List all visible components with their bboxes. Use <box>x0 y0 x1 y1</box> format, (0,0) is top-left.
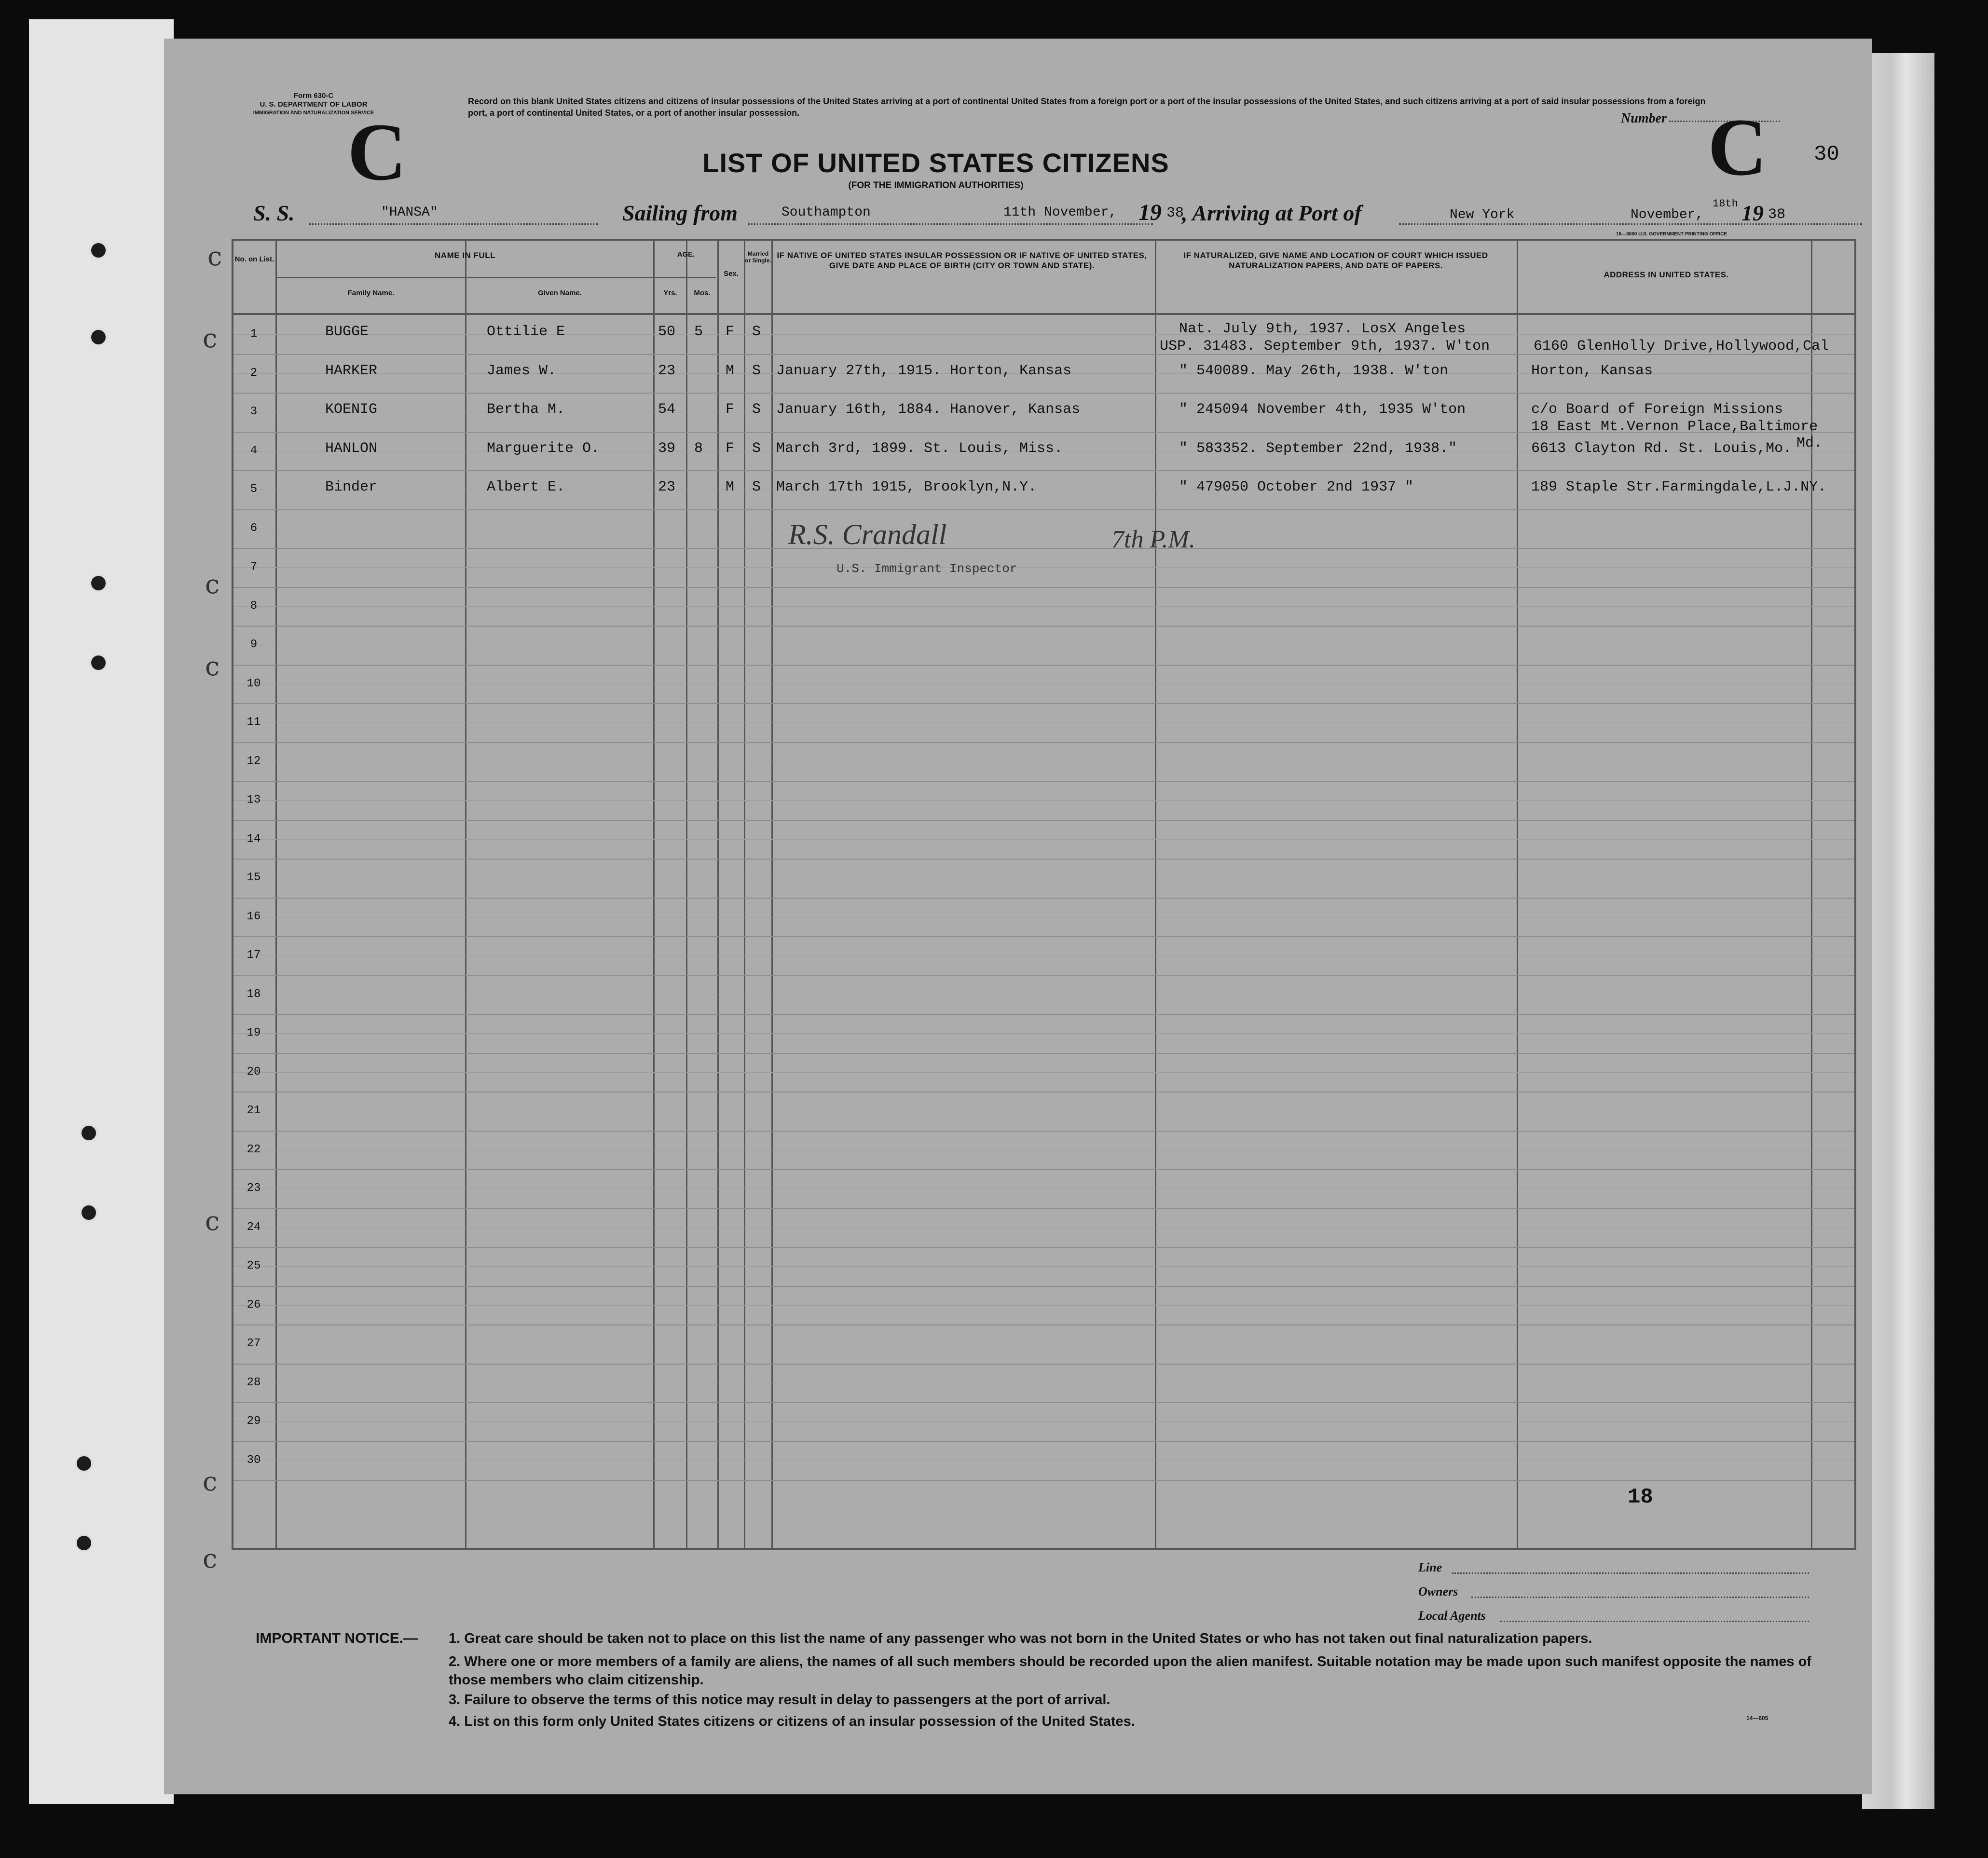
inspector-title: U.S. Immigrant Inspector <box>836 561 1017 576</box>
header-age: AGE. <box>677 250 695 259</box>
row-rule <box>233 393 1854 394</box>
owners-label: Owners <box>1418 1585 1458 1598</box>
row-number: 18 <box>247 987 261 1001</box>
binding-margin <box>29 19 174 1804</box>
department-name: U. S. DEPARTMENT OF LABOR <box>260 100 368 109</box>
notice-label: IMPORTANT NOTICE.— <box>256 1630 418 1646</box>
ship-name: "HANSA" <box>381 205 438 220</box>
row-subrule <box>233 839 1854 840</box>
passenger-table <box>232 239 1856 1550</box>
given-name: Bertha M. <box>487 401 565 418</box>
binder-ring-icon: c <box>203 1544 218 1574</box>
us-address-2: 18 East Mt.Vernon Place,Baltimore <box>1531 419 1818 435</box>
row-number: 23 <box>247 1182 261 1195</box>
naturalization-details: " 479050 October 2nd 1937 " <box>1179 479 1414 495</box>
row-number: 14 <box>247 832 261 846</box>
row-number: 15 <box>247 871 261 884</box>
header-birth: IF NATIVE OF UNITED STATES INSULAR POSSESSION OR IF NATIVE OF UNITED STATES, GIVE DATE AND PLACE OF BIRTH (CITY OR TOWN AND STATE). <box>777 251 1147 270</box>
header-given: Given Name. <box>538 289 582 297</box>
form-title: LIST OF UNITED STATES CITIZENS <box>702 148 1169 178</box>
row-number: 28 <box>247 1376 261 1389</box>
row-subrule <box>233 1421 1854 1422</box>
service-name: IMMIGRATION AND NATURALIZATION SERVICE <box>253 110 374 116</box>
row-rule <box>233 1364 1854 1365</box>
row-rule <box>233 665 1854 666</box>
row-number: 3 <box>250 405 258 418</box>
row-rule <box>233 626 1854 627</box>
row-number: 1 <box>250 328 258 341</box>
given-name: Ottilie E <box>487 324 565 340</box>
row-number: 5 <box>250 483 258 496</box>
marital-status: S <box>752 479 761 495</box>
punch-hole <box>89 328 108 346</box>
passenger-tally: 18 <box>1628 1485 1653 1509</box>
row-rule <box>233 470 1854 471</box>
row-number: 26 <box>247 1298 261 1312</box>
number-value: C <box>1708 102 1767 192</box>
row-rule <box>233 898 1854 899</box>
row-rule <box>233 1169 1854 1170</box>
given-name: James W. <box>487 362 557 379</box>
row-rule <box>233 1014 1854 1015</box>
family-name: HARKER <box>325 362 378 379</box>
given-name: Marguerite O. <box>487 440 600 457</box>
header-mos: Mos. <box>694 289 711 297</box>
page-edge <box>1862 53 1934 1809</box>
class-mark: C <box>347 107 407 197</box>
marital-status: S <box>752 401 761 418</box>
row-subrule <box>233 567 1854 568</box>
sailing-label: Sailing from <box>622 201 738 225</box>
row-number: 21 <box>247 1104 261 1117</box>
family-name: HANLON <box>325 440 378 457</box>
age-years: 54 <box>658 401 676 418</box>
us-address: c/o Board of Foreign Missions <box>1531 401 1783 418</box>
row-number: 7 <box>250 560 258 574</box>
birth-details: January 27th, 1915. Horton, Kansas <box>776 362 1072 379</box>
binder-ring-icon: c <box>203 323 218 354</box>
row-number: 6 <box>250 521 258 535</box>
naturalization-details: Nat. July 9th, 1937. LosX Angeles <box>1179 321 1466 337</box>
row-rule <box>233 1402 1854 1403</box>
birth-details: March 17th 1915, Brooklyn,N.Y. <box>776 479 1037 495</box>
punch-hole <box>80 1124 98 1142</box>
row-rule <box>233 548 1854 549</box>
row-number: 30 <box>247 1453 261 1467</box>
row-number: 10 <box>247 677 261 690</box>
row-subrule <box>233 1305 1854 1306</box>
punch-hole <box>80 1203 98 1222</box>
row-rule <box>233 1092 1854 1093</box>
row-number: 25 <box>247 1259 261 1272</box>
header-address: ADDRESS IN UNITED STATES. <box>1604 270 1729 279</box>
row-subrule <box>233 1072 1854 1073</box>
arrival-year-prefix: 19 <box>1741 201 1764 225</box>
row-rule <box>233 509 1854 510</box>
number-label: Number <box>1621 111 1667 126</box>
row-rule <box>233 1131 1854 1132</box>
row-number: 22 <box>247 1143 261 1156</box>
header-name: NAME IN FULL <box>435 251 495 260</box>
header-family: Family Name. <box>347 289 395 297</box>
birth-details: March 3rd, 1899. St. Louis, Miss. <box>776 440 1063 457</box>
binder-ring-icon: c <box>203 1466 218 1497</box>
row-rule <box>233 587 1854 588</box>
arrival-date: November, <box>1631 207 1704 222</box>
row-rule <box>233 859 1854 860</box>
sailing-year: 38 <box>1166 205 1184 221</box>
row-rule <box>233 1053 1854 1054</box>
sailing-year-prefix: 19 <box>1138 200 1162 225</box>
row-subrule <box>233 800 1854 801</box>
row-number: 8 <box>250 599 258 613</box>
row-number: 12 <box>247 754 261 768</box>
row-subrule <box>233 1266 1854 1267</box>
form-code: 14—605 <box>1746 1715 1769 1721</box>
departure-port: Southampton <box>781 205 871 220</box>
inspector-note: 7th P.M. <box>1111 526 1195 553</box>
header-naturalization: IF NATURALIZED, GIVE NAME AND LOCATION OF COURT WHICH ISSUED NATURALIZATION PAPERS, AND DATE OF PAPERS. <box>1183 251 1488 270</box>
row-rule <box>233 1286 1854 1287</box>
sex: M <box>726 479 735 495</box>
row-rule <box>233 1247 1854 1248</box>
given-name: Albert E. <box>487 479 565 495</box>
sex: M <box>726 362 735 379</box>
family-name: BUGGE <box>325 324 369 340</box>
form-instruction: Record on this blank United States citizens and citizens of insular possessions of the United States arriving at a port of continental United States from a foreign port or a port of the insular possessions of the United States, and such citizens arriving at a port of said insular possessions from a foreign port, a port of continental United States, or a port of another insular possession. <box>468 96 1706 118</box>
row-rule <box>233 1208 1854 1209</box>
row-rule <box>233 703 1854 704</box>
naturalization-details: " 245094 November 4th, 1935 W'ton <box>1179 401 1466 418</box>
row-rule <box>233 1441 1854 1442</box>
row-rule <box>233 1480 1854 1481</box>
row-number: 13 <box>247 793 261 806</box>
us-address-3: Md. <box>1796 435 1823 451</box>
binder-ring-icon: c <box>207 241 222 272</box>
notice-1: 1. Great care should be taken not to place on this list the name of any passenger who was not born in the United States or who has not taken out final naturalization papers. <box>449 1631 1592 1646</box>
local-agents-label: Local Agents <box>1418 1609 1486 1623</box>
naturalization-details: " 583352. September 22nd, 1938." <box>1179 440 1457 457</box>
row-rule <box>233 936 1854 937</box>
notice-2: 2. Where one or more members of a family are aliens, the names of all such members should be recorded upon the alien manifest. Suitable notation may be made upon such manifest opposite the names of those members who claim citizenship. <box>449 1654 1811 1688</box>
notice-4: 4. List on this form only United States citizens or citizens of an insular possession of the United States. <box>449 1714 1135 1729</box>
row-rule <box>233 781 1854 782</box>
inspector-signature: R.S. Crandall <box>788 519 947 550</box>
row-number: 24 <box>247 1220 261 1234</box>
us-address: 6613 Clayton Rd. St. Louis,Mo. <box>1531 440 1792 457</box>
row-number: 2 <box>250 366 258 380</box>
family-name: Binder <box>325 479 378 495</box>
age-years: 23 <box>658 479 676 495</box>
sailing-date: 11th November, <box>1003 205 1117 220</box>
header-sex: Sex. <box>724 270 739 278</box>
row-number: 27 <box>247 1337 261 1350</box>
row-number: 16 <box>247 910 261 923</box>
form-number: Form 630-C <box>293 92 334 100</box>
punch-hole <box>75 1454 93 1473</box>
row-number: 19 <box>247 1026 261 1039</box>
age-years: 39 <box>658 440 676 457</box>
binder-ring-icon: c <box>205 569 220 600</box>
form-subtitle: (FOR THE IMMIGRATION AUTHORITIES) <box>848 180 1024 191</box>
naturalization-details-2: USP. 31483. September 9th, 1937. W'ton <box>1160 338 1490 355</box>
marital-status: S <box>752 440 761 457</box>
page-number: 30 <box>1814 142 1839 166</box>
arrival-day: 18th <box>1713 198 1738 210</box>
row-number: 20 <box>247 1065 261 1079</box>
punch-hole <box>89 574 108 592</box>
row-rule <box>233 820 1854 821</box>
printer-mark: 16—3000 U.S. GOVERNMENT PRINTING OFFICE <box>1616 232 1728 237</box>
us-address: 189 Staple Str.Farmingdale,L.J.NY. <box>1531 479 1827 495</box>
punch-hole <box>75 1534 93 1552</box>
sex: F <box>726 401 735 418</box>
row-number: 29 <box>247 1415 261 1428</box>
us-address: 6160 GlenHolly Drive,Hollywood,Cal <box>1534 338 1829 355</box>
line-label: Line <box>1418 1560 1442 1574</box>
us-address: Horton, Kansas <box>1531 362 1653 379</box>
header-yrs: Yrs. <box>663 289 677 297</box>
arriving-label: , Arriving at Port of <box>1182 201 1362 225</box>
arrival-port: New York <box>1450 207 1515 222</box>
binder-ring-icon: c <box>205 1206 220 1236</box>
family-name: KOENIG <box>325 401 378 418</box>
row-number: 11 <box>247 716 261 729</box>
binder-ring-icon: c <box>205 651 220 682</box>
age-years: 50 <box>658 324 676 340</box>
row-number: 17 <box>247 949 261 962</box>
row-number: 9 <box>250 638 258 651</box>
punch-hole <box>89 241 108 260</box>
arrival-year: 38 <box>1768 206 1786 223</box>
header-no: No. on List. <box>234 255 274 263</box>
marital-status: S <box>752 362 761 379</box>
sex: F <box>726 324 735 340</box>
row-rule <box>233 975 1854 976</box>
notice-3: 3. Failure to observe the terms of this notice may result in delay to passengers at the port of arrival. <box>449 1692 1111 1708</box>
age-months: 8 <box>694 440 703 457</box>
naturalization-details: " 540089. May 26th, 1938. W'ton <box>1179 362 1449 379</box>
row-subrule <box>233 1033 1854 1034</box>
age-years: 23 <box>658 362 676 379</box>
punch-hole <box>89 654 108 672</box>
birth-details: January 16th, 1884. Hanover, Kansas <box>776 401 1081 418</box>
row-number: 4 <box>250 444 258 457</box>
sex: F <box>726 440 735 457</box>
ss-label: S. S. <box>253 201 295 225</box>
header-marital: Married or Single. <box>745 250 771 264</box>
marital-status: S <box>752 324 761 340</box>
row-subrule <box>233 334 1854 335</box>
row-rule <box>233 742 1854 743</box>
age-months: 5 <box>694 324 703 340</box>
row-subrule <box>233 606 1854 607</box>
